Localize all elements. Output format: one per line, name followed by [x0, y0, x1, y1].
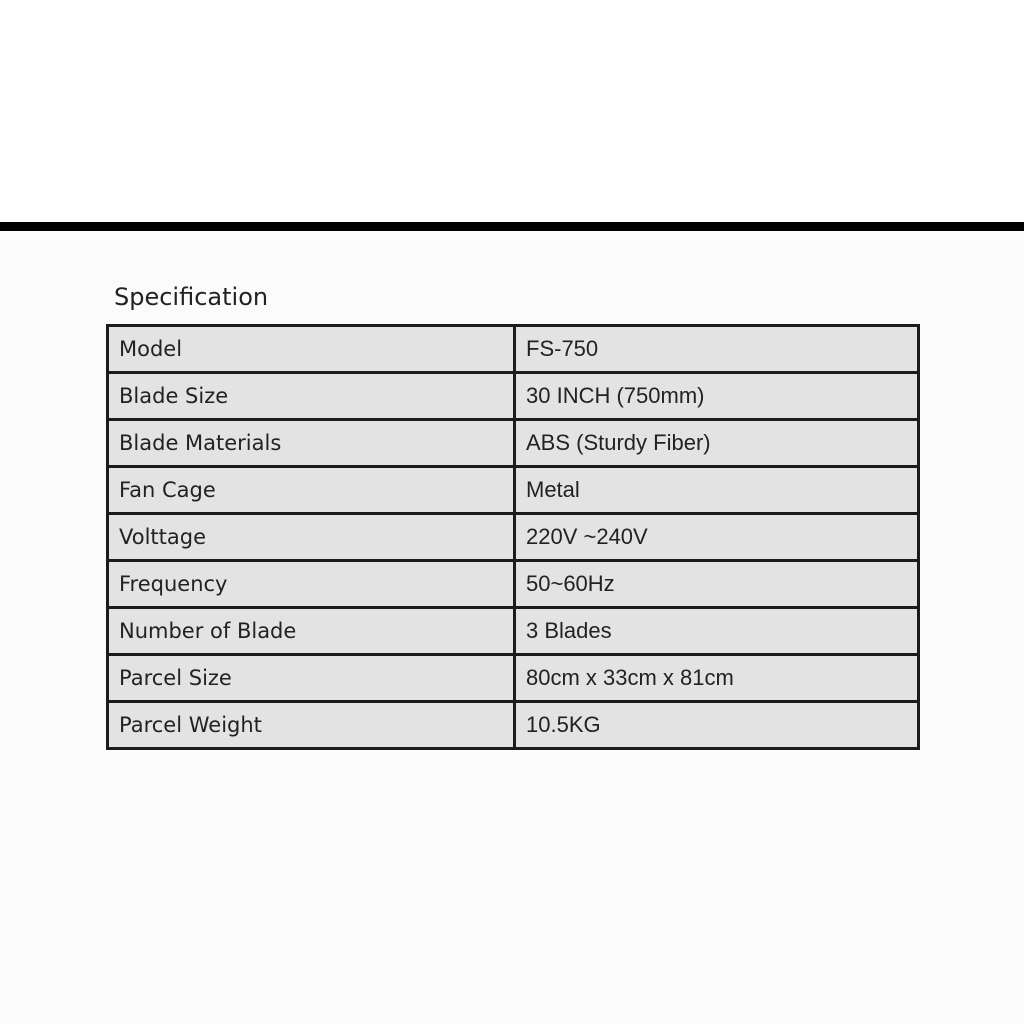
- page-title: Specification: [114, 283, 269, 311]
- spec-label: Volttage: [108, 514, 515, 561]
- spec-value: 10.5KG: [515, 702, 919, 749]
- table-row: [108, 608, 919, 655]
- table-row: [108, 655, 919, 702]
- table-row: [108, 326, 919, 373]
- spec-label: Model: [108, 326, 515, 373]
- table-row: [108, 561, 919, 608]
- table-row: [108, 514, 919, 561]
- spec-table: [106, 324, 920, 750]
- spec-label: Parcel Weight: [108, 702, 515, 749]
- spec-label: Number of Blade: [108, 608, 515, 655]
- spec-label: Frequency: [108, 561, 515, 608]
- table-row: [108, 702, 919, 749]
- spec-value: ABS (Sturdy Fiber): [515, 420, 919, 467]
- spec-label: Blade Materials: [108, 420, 515, 467]
- spec-value: 3 Blades: [515, 608, 919, 655]
- spec-value: 220V ~240V: [515, 514, 919, 561]
- top-divider-bar: [0, 222, 1024, 231]
- spec-value: Metal: [515, 467, 919, 514]
- top-blank-area: [0, 0, 1024, 222]
- spec-value: 80cm x 33cm x 81cm: [515, 655, 919, 702]
- spec-value: 50~60Hz: [515, 561, 919, 608]
- table-row: [108, 467, 919, 514]
- spec-value: FS-750: [515, 326, 919, 373]
- spec-label: Parcel Size: [108, 655, 515, 702]
- spec-label: Blade Size: [108, 373, 515, 420]
- table-row: [108, 373, 919, 420]
- table-row: [108, 420, 919, 467]
- spec-value: 30 INCH (750mm): [515, 373, 919, 420]
- spec-label: Fan Cage: [108, 467, 515, 514]
